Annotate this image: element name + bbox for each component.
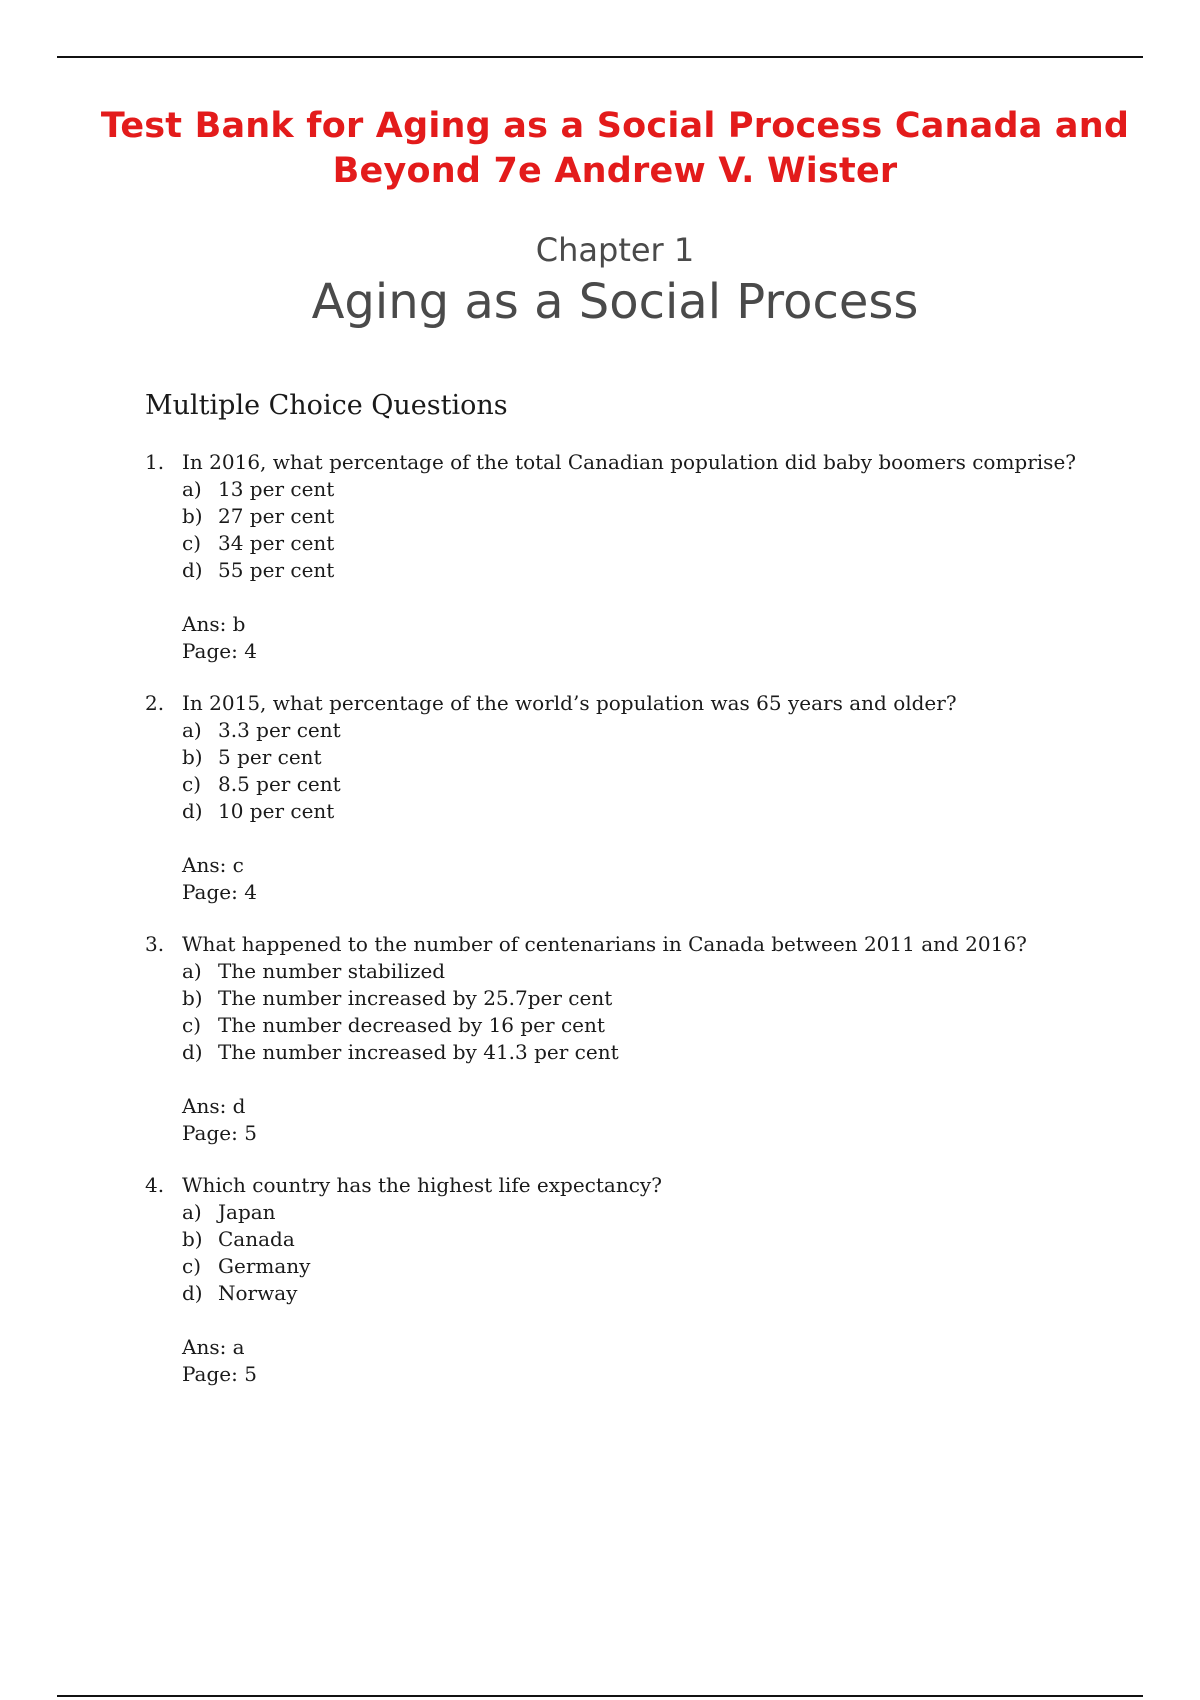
question-number: 2. [145,691,165,715]
answer-block [145,611,1125,665]
choice-letter: a) [182,1200,202,1224]
choice-letter: d) [182,799,203,823]
question-item [145,931,1125,1147]
choice-letter: b) [182,745,203,769]
choice-letter: c) [182,531,202,555]
question-stem [145,1172,1125,1199]
question-text: What happened to the number of centenarians in Canada between 2011 and 2016? [182,932,1027,956]
choice-letter: b) [182,1227,203,1251]
choice-item [182,530,1125,557]
choice-item [182,476,1125,503]
choice-text: 3.3 per cent [218,718,341,742]
choice-text: Japan [218,1200,276,1224]
choice-letter: a) [182,718,202,742]
choice-letter: d) [182,1281,203,1305]
choice-item [182,1280,1125,1307]
document-title: Test Bank for Aging as a Social Process Canada and Beyond 7e Andrew V. Wister [100,106,1130,191]
choice-text: The number stabilized [218,959,446,983]
choice-letter: a) [182,477,202,501]
answer-key: Ans: b [182,612,246,636]
choice-item [182,1226,1125,1253]
question-stem [145,449,1125,476]
choice-text: Canada [218,1227,295,1251]
choice-letter: c) [182,1013,202,1037]
choice-item [182,1199,1125,1226]
page-reference: Page: 5 [182,1362,257,1386]
choice-letter: a) [182,959,202,983]
question-list [145,449,1125,1413]
choice-list [145,717,1125,825]
question-text: In 2016, what percentage of the total Canadian population did baby boomers comprise? [182,450,1077,474]
question-item [145,449,1125,665]
choice-item [182,1253,1125,1280]
question-number: 4. [145,1173,165,1197]
answer-key: Ans: c [182,853,244,877]
chapter-label: Chapter 1 [535,231,695,269]
choice-letter: b) [182,986,203,1010]
choice-text: 13 per cent [218,477,335,501]
choice-item [182,771,1125,798]
choice-item [182,958,1125,985]
choice-letter: d) [182,1040,203,1064]
top-rule [57,56,1143,58]
choice-letter: c) [182,772,202,796]
choice-item [182,798,1125,825]
answer-key: Ans: d [182,1094,246,1118]
choice-text: The number increased by 25.7per cent [218,986,613,1010]
choice-item [182,744,1125,771]
bottom-rule [57,1695,1143,1697]
choice-list [145,958,1125,1066]
choice-item [182,1012,1125,1039]
choice-letter: b) [182,504,203,528]
choice-list [145,1199,1125,1307]
choice-text: 55 per cent [218,558,335,582]
choice-item [182,1039,1125,1066]
choice-letter: c) [182,1254,202,1278]
answer-block [145,1334,1125,1388]
choice-item [182,985,1125,1012]
choice-text: The number decreased by 16 per cent [218,1013,605,1037]
question-number: 1. [145,450,165,474]
choice-item [182,503,1125,530]
answer-block [145,1093,1125,1147]
choice-text: 34 per cent [218,531,335,555]
page-reference: Page: 4 [182,639,257,663]
question-stem [145,690,1125,717]
choice-text: 10 per cent [218,799,335,823]
choice-item [182,557,1125,584]
question-text: In 2015, what percentage of the world’s population was 65 years and older? [182,691,957,715]
choice-text: 8.5 per cent [218,772,341,796]
choice-text: Germany [218,1254,311,1278]
question-number: 3. [145,932,165,956]
question-text: Which country has the highest life expectancy? [182,1173,662,1197]
page-reference: Page: 4 [182,880,257,904]
choice-text: 27 per cent [218,504,335,528]
chapter-title: Aging as a Social Process [311,274,919,330]
section-heading: Multiple Choice Questions [145,390,508,421]
choice-text: 5 per cent [218,745,322,769]
answer-block [145,852,1125,906]
question-item [145,1172,1125,1388]
page-reference: Page: 5 [182,1121,257,1145]
question-stem [145,931,1125,958]
answer-key: Ans: a [182,1335,245,1359]
choice-letter: d) [182,558,203,582]
choice-list [145,476,1125,584]
question-item [145,690,1125,906]
choice-text: Norway [218,1281,298,1305]
choice-text: The number increased by 41.3 per cent [218,1040,619,1064]
choice-item [182,717,1125,744]
